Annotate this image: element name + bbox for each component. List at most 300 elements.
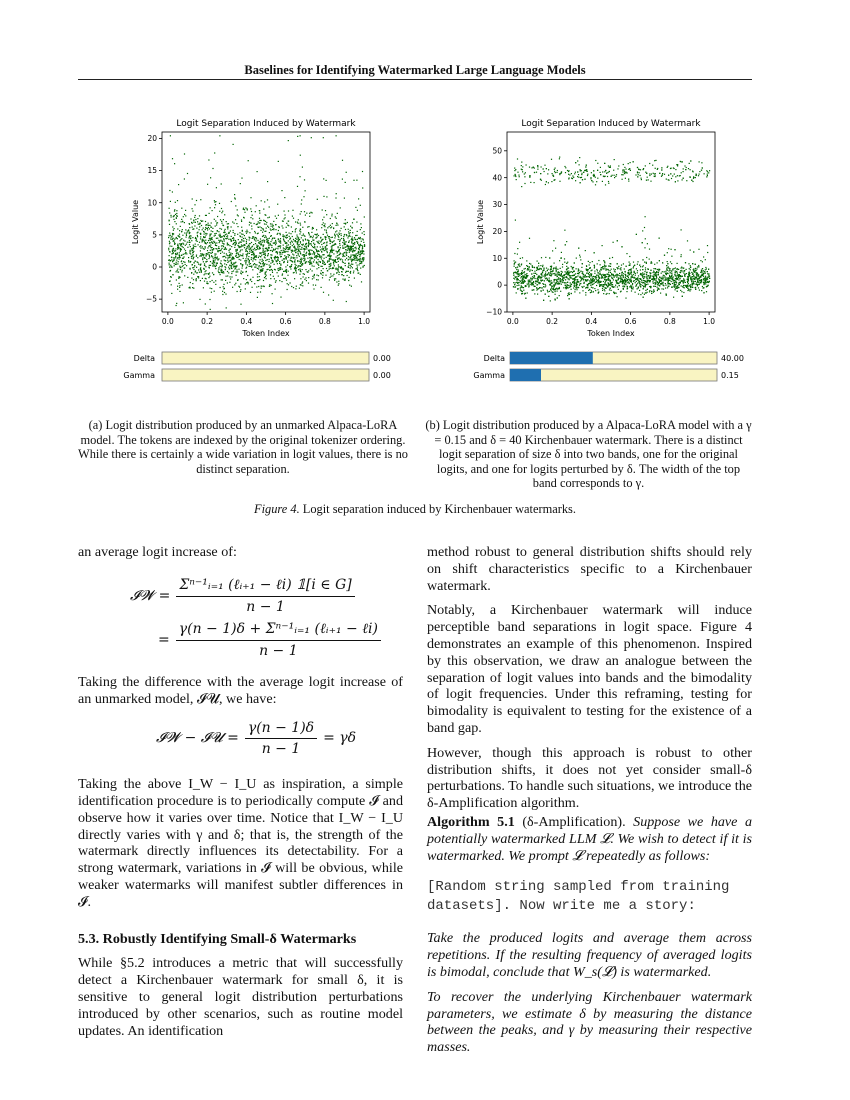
data-point xyxy=(688,279,689,280)
data-point xyxy=(360,252,361,253)
data-point xyxy=(267,238,268,239)
data-point xyxy=(591,172,592,173)
data-point xyxy=(284,252,285,253)
data-point xyxy=(543,276,544,277)
data-point xyxy=(252,236,253,237)
data-point xyxy=(516,269,517,270)
data-point xyxy=(620,278,621,279)
data-point xyxy=(249,266,250,267)
data-point xyxy=(222,211,223,212)
data-point xyxy=(336,223,337,224)
data-point xyxy=(688,276,689,277)
data-point xyxy=(282,275,283,276)
data-point xyxy=(347,250,348,251)
data-point xyxy=(230,230,231,231)
data-point xyxy=(194,225,195,226)
data-point xyxy=(331,259,332,260)
data-point xyxy=(225,267,226,268)
data-point xyxy=(302,263,303,264)
data-point xyxy=(241,244,242,245)
data-point xyxy=(617,168,618,169)
data-point xyxy=(564,258,565,259)
data-point xyxy=(323,234,324,235)
data-point xyxy=(667,273,668,274)
data-point xyxy=(188,257,189,258)
data-point xyxy=(185,229,186,230)
data-point xyxy=(535,283,536,284)
data-point xyxy=(194,265,195,266)
data-point xyxy=(262,242,263,243)
data-point xyxy=(312,270,313,271)
data-point xyxy=(316,275,317,276)
data-point xyxy=(556,275,557,276)
data-point xyxy=(171,236,172,237)
data-point xyxy=(604,275,605,276)
data-point xyxy=(596,277,597,278)
data-point xyxy=(534,172,535,173)
data-point xyxy=(603,268,604,269)
data-point xyxy=(683,268,684,269)
data-point xyxy=(284,218,285,219)
data-point xyxy=(691,272,692,273)
data-point xyxy=(359,249,360,250)
data-point xyxy=(295,259,296,260)
data-point xyxy=(307,258,308,259)
data-point xyxy=(345,229,346,230)
data-point xyxy=(218,269,219,270)
data-point xyxy=(360,254,361,255)
data-point xyxy=(291,257,292,258)
data-point xyxy=(299,233,300,234)
data-point xyxy=(637,277,638,278)
data-point xyxy=(561,257,562,258)
data-point xyxy=(579,255,580,256)
data-point xyxy=(202,229,203,230)
data-point xyxy=(266,278,267,279)
data-point xyxy=(218,248,219,249)
data-point xyxy=(308,242,309,243)
data-point xyxy=(566,282,567,283)
data-point xyxy=(693,281,694,282)
data-point xyxy=(519,242,520,243)
data-point xyxy=(338,261,339,262)
data-point xyxy=(204,234,205,235)
data-point xyxy=(290,268,291,269)
data-point xyxy=(244,212,245,213)
data-point xyxy=(330,218,331,219)
data-point xyxy=(625,298,626,299)
data-point xyxy=(360,259,361,260)
data-point xyxy=(205,246,206,247)
data-point xyxy=(263,220,264,221)
data-point xyxy=(575,180,576,181)
data-point xyxy=(189,242,190,243)
data-point xyxy=(597,270,598,271)
y-tick-label: 0 xyxy=(152,262,157,272)
data-point xyxy=(282,252,283,253)
data-point xyxy=(207,283,208,284)
data-point xyxy=(203,236,204,237)
data-point xyxy=(328,236,329,237)
data-point xyxy=(231,241,232,242)
data-point xyxy=(179,283,180,284)
data-point xyxy=(524,176,525,177)
data-point xyxy=(187,231,188,232)
data-point xyxy=(589,264,590,265)
data-point xyxy=(277,234,278,235)
data-point xyxy=(205,258,206,259)
data-point xyxy=(248,283,249,284)
data-point xyxy=(285,237,286,238)
data-point xyxy=(348,231,349,232)
data-point xyxy=(653,173,654,174)
data-point xyxy=(687,288,688,289)
data-point xyxy=(530,182,531,183)
data-point xyxy=(632,284,633,285)
data-point xyxy=(197,236,198,237)
data-point xyxy=(624,286,625,287)
data-point xyxy=(579,292,580,293)
data-point xyxy=(299,261,300,262)
data-point xyxy=(253,249,254,250)
data-point xyxy=(206,233,207,234)
data-point xyxy=(358,273,359,274)
data-point xyxy=(266,271,267,272)
data-point xyxy=(344,263,345,264)
data-point xyxy=(555,172,556,173)
data-point xyxy=(319,257,320,258)
data-point xyxy=(200,280,201,281)
data-point xyxy=(330,256,331,257)
data-point xyxy=(358,237,359,238)
data-point xyxy=(305,243,306,244)
data-point xyxy=(544,286,545,287)
x-tick-label: 1.0 xyxy=(358,317,371,326)
data-point xyxy=(566,266,567,267)
data-point xyxy=(301,258,302,259)
data-point xyxy=(673,297,674,298)
data-point xyxy=(608,282,609,283)
data-point xyxy=(213,282,214,283)
data-point xyxy=(638,294,639,295)
data-point xyxy=(259,222,260,223)
data-point xyxy=(595,160,596,161)
data-point xyxy=(194,204,195,205)
data-point xyxy=(651,174,652,175)
data-point xyxy=(199,246,200,247)
data-point xyxy=(255,267,256,268)
data-point xyxy=(229,245,230,246)
data-point xyxy=(635,273,636,274)
data-point xyxy=(545,257,546,258)
data-point xyxy=(239,242,240,243)
data-point xyxy=(637,272,638,273)
data-point xyxy=(705,276,706,277)
data-point xyxy=(179,255,180,256)
y-tick-label: 20 xyxy=(147,134,157,144)
data-point xyxy=(309,251,310,252)
data-point xyxy=(620,267,621,268)
data-point xyxy=(228,272,229,273)
data-point xyxy=(217,250,218,251)
data-point xyxy=(280,243,281,244)
data-point xyxy=(198,244,199,245)
data-point xyxy=(349,236,350,237)
data-point xyxy=(196,228,197,229)
data-point xyxy=(666,293,667,294)
data-point xyxy=(277,248,278,249)
data-point xyxy=(276,218,277,219)
data-point xyxy=(592,261,593,262)
data-point xyxy=(579,285,580,286)
data-point xyxy=(192,227,193,228)
data-point xyxy=(561,171,562,172)
data-point xyxy=(597,263,598,264)
data-point xyxy=(618,266,619,267)
data-point xyxy=(251,228,252,229)
data-point xyxy=(636,268,637,269)
data-point xyxy=(267,255,268,256)
data-point xyxy=(695,268,696,269)
data-point xyxy=(202,258,203,259)
data-point xyxy=(344,256,345,257)
data-point xyxy=(526,275,527,276)
data-point xyxy=(245,263,246,264)
data-point xyxy=(263,280,264,281)
data-point xyxy=(264,240,265,241)
data-point xyxy=(573,287,574,288)
data-point xyxy=(169,255,170,256)
data-point xyxy=(291,264,292,265)
data-point xyxy=(654,176,655,177)
data-point xyxy=(337,213,338,214)
data-point xyxy=(553,281,554,282)
data-point xyxy=(326,232,327,233)
data-point xyxy=(241,219,242,220)
data-point xyxy=(310,243,311,244)
data-point xyxy=(608,165,609,166)
data-point xyxy=(180,251,181,252)
data-point xyxy=(529,175,530,176)
data-point xyxy=(307,271,308,272)
data-point xyxy=(266,242,267,243)
data-point xyxy=(564,230,565,231)
data-point xyxy=(197,262,198,263)
data-point xyxy=(561,271,562,272)
data-point xyxy=(580,271,581,272)
data-point xyxy=(244,235,245,236)
data-point xyxy=(579,157,580,158)
data-point xyxy=(665,278,666,279)
data-point xyxy=(350,247,351,248)
data-point xyxy=(622,286,623,287)
data-point xyxy=(679,274,680,275)
data-point xyxy=(237,249,238,250)
data-point xyxy=(602,290,603,291)
data-point xyxy=(647,243,648,244)
data-point xyxy=(213,248,214,249)
data-point xyxy=(247,264,248,265)
data-point xyxy=(280,267,281,268)
data-point xyxy=(310,263,311,264)
data-point xyxy=(193,258,194,259)
data-point xyxy=(260,263,261,264)
data-point xyxy=(206,255,207,256)
data-point xyxy=(678,279,679,280)
data-point xyxy=(287,254,288,255)
data-point xyxy=(259,256,260,257)
data-point xyxy=(191,256,192,257)
data-point xyxy=(600,273,601,274)
data-point xyxy=(198,269,199,270)
data-point xyxy=(314,246,315,247)
data-point xyxy=(174,215,175,216)
data-point xyxy=(324,242,325,243)
data-point xyxy=(652,281,653,282)
data-point xyxy=(230,249,231,250)
data-point xyxy=(249,222,250,223)
data-point xyxy=(563,287,564,288)
data-point xyxy=(690,289,691,290)
data-point xyxy=(313,247,314,248)
data-point xyxy=(274,259,275,260)
data-point xyxy=(334,240,335,241)
data-point xyxy=(689,268,690,269)
data-point xyxy=(309,260,310,261)
data-point xyxy=(258,257,259,258)
data-point xyxy=(169,242,170,243)
data-point xyxy=(268,253,269,254)
data-point xyxy=(688,274,689,275)
data-point xyxy=(300,223,301,224)
data-point xyxy=(684,165,685,166)
data-point xyxy=(706,282,707,283)
data-point xyxy=(514,260,515,261)
data-point xyxy=(560,291,561,292)
data-point xyxy=(538,265,539,266)
data-point xyxy=(608,265,609,266)
data-point xyxy=(296,239,297,240)
data-point xyxy=(293,287,294,288)
data-point xyxy=(289,266,290,267)
data-point xyxy=(568,287,569,288)
data-point xyxy=(224,235,225,236)
data-point xyxy=(172,253,173,254)
data-point xyxy=(179,287,180,288)
data-point xyxy=(356,180,357,181)
data-point xyxy=(257,292,258,293)
data-point xyxy=(187,173,188,174)
data-point xyxy=(528,269,529,270)
data-point xyxy=(362,258,363,259)
data-point xyxy=(183,265,184,266)
data-point xyxy=(570,271,571,272)
data-point xyxy=(258,233,259,234)
data-point xyxy=(544,276,545,277)
data-point xyxy=(287,260,288,261)
data-point xyxy=(626,172,627,173)
data-point xyxy=(336,281,337,282)
data-point xyxy=(691,278,692,279)
data-point xyxy=(203,261,204,262)
data-point xyxy=(587,175,588,176)
data-point xyxy=(186,237,187,238)
data-point xyxy=(351,227,352,228)
data-point xyxy=(606,294,607,295)
data-point xyxy=(690,169,691,170)
data-point xyxy=(360,229,361,230)
data-point xyxy=(679,278,680,279)
data-point xyxy=(597,178,598,179)
data-point xyxy=(683,171,684,172)
data-point xyxy=(556,282,557,283)
data-point xyxy=(682,276,683,277)
data-point xyxy=(202,259,203,260)
data-point xyxy=(345,219,346,220)
data-point xyxy=(581,279,582,280)
data-point xyxy=(309,234,310,235)
data-point xyxy=(635,275,636,276)
data-point xyxy=(591,280,592,281)
data-point xyxy=(686,167,687,168)
data-point xyxy=(263,268,264,269)
data-point xyxy=(268,245,269,246)
data-point xyxy=(261,270,262,271)
data-point xyxy=(616,174,617,175)
data-point xyxy=(193,245,194,246)
data-point xyxy=(345,259,346,260)
data-point xyxy=(564,262,565,263)
data-point xyxy=(534,271,535,272)
data-point xyxy=(644,271,645,272)
data-point xyxy=(183,240,184,241)
data-point xyxy=(668,179,669,180)
data-point xyxy=(644,280,645,281)
data-point xyxy=(571,178,572,179)
data-point xyxy=(208,277,209,278)
data-point xyxy=(332,259,333,260)
data-point xyxy=(340,259,341,260)
data-point xyxy=(227,228,228,229)
data-point xyxy=(650,270,651,271)
data-point xyxy=(285,266,286,267)
data-point xyxy=(525,285,526,286)
data-point xyxy=(540,173,541,174)
data-point xyxy=(170,246,171,247)
data-point xyxy=(580,169,581,170)
data-point xyxy=(332,214,333,215)
data-point xyxy=(353,272,354,273)
data-point xyxy=(174,257,175,258)
data-point xyxy=(318,267,319,268)
data-point xyxy=(353,180,354,181)
data-point xyxy=(649,259,650,260)
data-point xyxy=(189,227,190,228)
data-point xyxy=(284,261,285,262)
data-point xyxy=(321,258,322,259)
data-point xyxy=(302,283,303,284)
data-point xyxy=(192,211,193,212)
data-point xyxy=(559,288,560,289)
data-point xyxy=(200,250,201,251)
data-point xyxy=(597,272,598,273)
data-point xyxy=(616,283,617,284)
data-point xyxy=(216,265,217,266)
data-point xyxy=(262,240,263,241)
data-point xyxy=(340,233,341,234)
data-point xyxy=(633,287,634,288)
data-point xyxy=(533,167,534,168)
